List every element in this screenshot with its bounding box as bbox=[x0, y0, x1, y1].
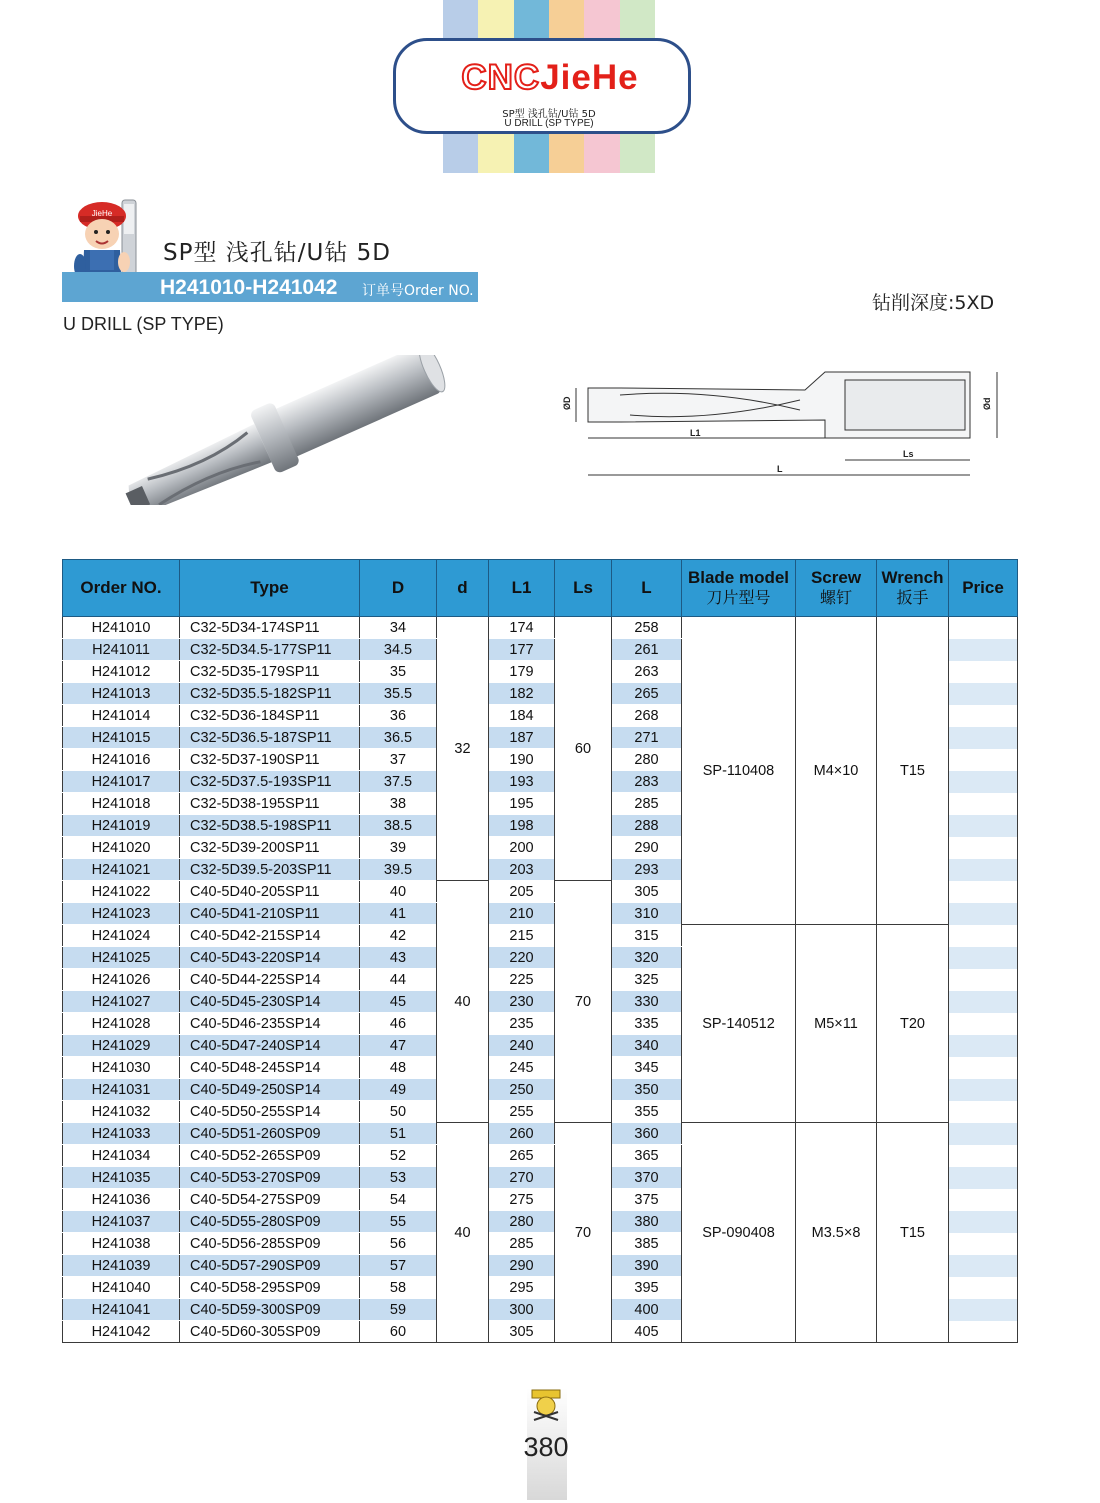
cell-D: 55 bbox=[360, 1211, 437, 1233]
cell-order-no: H241016 bbox=[63, 749, 180, 771]
cell-order-no: H241033 bbox=[63, 1123, 180, 1145]
header-screw bbox=[796, 560, 877, 617]
cell-L1: 190 bbox=[489, 749, 555, 771]
header-screw-en: Screw bbox=[810, 568, 862, 587]
label-L1: L1 bbox=[690, 428, 701, 438]
cell-L: 271 bbox=[612, 727, 682, 749]
header-blade bbox=[682, 560, 796, 617]
cell-order-no: H241028 bbox=[63, 1013, 180, 1035]
cell-L: 385 bbox=[612, 1233, 682, 1255]
cell-order-no: H241027 bbox=[63, 991, 180, 1013]
cell-order-no: H241021 bbox=[63, 859, 180, 881]
cell-L: 405 bbox=[612, 1321, 682, 1343]
cell-order-no: H241025 bbox=[63, 947, 180, 969]
cell-L: 320 bbox=[612, 947, 682, 969]
cell-type: C40-5D43-220SP14 bbox=[180, 947, 360, 969]
cell-price bbox=[949, 1299, 1018, 1321]
cell-order-no: H241035 bbox=[63, 1167, 180, 1189]
cell-wrench: T15 bbox=[877, 1123, 949, 1343]
cell-price bbox=[949, 727, 1018, 749]
cell-type: C40-5D58-295SP09 bbox=[180, 1277, 360, 1299]
cell-type: C32-5D36-184SP11 bbox=[180, 705, 360, 727]
cell-order-no: H241018 bbox=[63, 793, 180, 815]
cell-D: 46 bbox=[360, 1013, 437, 1035]
cell-order-no: H241015 bbox=[63, 727, 180, 749]
cell-L: 345 bbox=[612, 1057, 682, 1079]
cell-type: C32-5D34.5-177SP11 bbox=[180, 639, 360, 661]
cell-d: 40 bbox=[437, 1123, 489, 1343]
cell-L1: 245 bbox=[489, 1057, 555, 1079]
cell-price bbox=[949, 991, 1018, 1013]
cell-type: C40-5D49-250SP14 bbox=[180, 1079, 360, 1101]
cell-order-no: H241026 bbox=[63, 969, 180, 991]
cell-price bbox=[949, 1167, 1018, 1189]
cell-L1: 290 bbox=[489, 1255, 555, 1277]
label-d: Ød bbox=[982, 397, 992, 410]
cell-d: 40 bbox=[437, 881, 489, 1123]
cell-L1: 225 bbox=[489, 969, 555, 991]
cell-type: C32-5D37-190SP11 bbox=[180, 749, 360, 771]
drill-photo bbox=[100, 355, 480, 505]
header-blade-en: Blade model bbox=[687, 568, 790, 587]
cell-type: C40-5D53-270SP09 bbox=[180, 1167, 360, 1189]
cell-price bbox=[949, 793, 1018, 815]
cell-D: 57 bbox=[360, 1255, 437, 1277]
cell-L1: 198 bbox=[489, 815, 555, 837]
cell-L1: 265 bbox=[489, 1145, 555, 1167]
cell-order-no: H241038 bbox=[63, 1233, 180, 1255]
cell-D: 35 bbox=[360, 661, 437, 683]
brand-part1: CNC bbox=[461, 58, 541, 97]
cell-L1: 205 bbox=[489, 881, 555, 903]
cell-L1: 300 bbox=[489, 1299, 555, 1321]
cell-L: 315 bbox=[612, 925, 682, 947]
cell-L1: 184 bbox=[489, 705, 555, 727]
cell-price bbox=[949, 617, 1018, 639]
cell-type: C40-5D46-235SP14 bbox=[180, 1013, 360, 1035]
cell-L1: 295 bbox=[489, 1277, 555, 1299]
cell-order-no: H241011 bbox=[63, 639, 180, 661]
cell-screw: M5×11 bbox=[796, 925, 877, 1123]
cell-d: 32 bbox=[437, 617, 489, 881]
cell-price bbox=[949, 859, 1018, 881]
cell-L: 290 bbox=[612, 837, 682, 859]
header-order-no: Order NO. bbox=[63, 560, 180, 617]
cell-price bbox=[949, 1013, 1018, 1035]
cell-L: 365 bbox=[612, 1145, 682, 1167]
cell-L1: 275 bbox=[489, 1189, 555, 1211]
label-Ls: Ls bbox=[903, 449, 914, 459]
cell-type: C40-5D47-240SP14 bbox=[180, 1035, 360, 1057]
cell-blade: SP-140512 bbox=[682, 925, 796, 1123]
cell-L1: 187 bbox=[489, 727, 555, 749]
cell-L: 268 bbox=[612, 705, 682, 727]
cell-D: 35.5 bbox=[360, 683, 437, 705]
cell-price bbox=[949, 771, 1018, 793]
cell-L: 340 bbox=[612, 1035, 682, 1057]
cell-D: 48 bbox=[360, 1057, 437, 1079]
table-row bbox=[63, 1123, 1018, 1145]
cell-L1: 182 bbox=[489, 683, 555, 705]
footer-mascot-icon bbox=[528, 1388, 564, 1424]
cell-D: 40 bbox=[360, 881, 437, 903]
cell-L1: 210 bbox=[489, 903, 555, 925]
cell-L1: 270 bbox=[489, 1167, 555, 1189]
header-screw-cn: 螺钉 bbox=[819, 588, 852, 607]
header-blade-cn: 刀片型号 bbox=[706, 588, 771, 607]
cell-price bbox=[949, 1233, 1018, 1255]
cell-type: C40-5D60-305SP09 bbox=[180, 1321, 360, 1343]
cell-L: 310 bbox=[612, 903, 682, 925]
cell-L1: 193 bbox=[489, 771, 555, 793]
cell-type: C40-5D54-275SP09 bbox=[180, 1189, 360, 1211]
cell-L: 258 bbox=[612, 617, 682, 639]
order-code-range: H241010-H241042 bbox=[160, 276, 338, 299]
product-title-cn: SP型 浅孔钻/U钻 5D bbox=[163, 240, 392, 266]
cell-D: 39.5 bbox=[360, 859, 437, 881]
header-type: Type bbox=[180, 560, 360, 617]
cell-order-no: H241023 bbox=[63, 903, 180, 925]
cell-price bbox=[949, 683, 1018, 705]
cell-D: 41 bbox=[360, 903, 437, 925]
cell-wrench: T15 bbox=[877, 617, 949, 925]
cell-L1: 230 bbox=[489, 991, 555, 1013]
cell-price bbox=[949, 1277, 1018, 1299]
cell-D: 43 bbox=[360, 947, 437, 969]
cell-price bbox=[949, 749, 1018, 771]
cell-D: 60 bbox=[360, 1321, 437, 1343]
header-L: L bbox=[612, 560, 682, 617]
cell-wrench: T20 bbox=[877, 925, 949, 1123]
cell-price bbox=[949, 661, 1018, 683]
cell-price bbox=[949, 1123, 1018, 1145]
cell-L: 330 bbox=[612, 991, 682, 1013]
cell-D: 49 bbox=[360, 1079, 437, 1101]
cell-price bbox=[949, 903, 1018, 925]
cell-type: C32-5D36.5-187SP11 bbox=[180, 727, 360, 749]
cell-price bbox=[949, 1057, 1018, 1079]
cell-D: 37 bbox=[360, 749, 437, 771]
cell-D: 34.5 bbox=[360, 639, 437, 661]
header-D: D bbox=[360, 560, 437, 617]
product-subtitle: U DRILL (SP TYPE) bbox=[63, 314, 224, 334]
cell-type: C32-5D35-179SP11 bbox=[180, 661, 360, 683]
cell-D: 59 bbox=[360, 1299, 437, 1321]
cell-D: 47 bbox=[360, 1035, 437, 1057]
logo-subtitle-cn: SP型 浅孔钻/U钻 5D bbox=[502, 109, 596, 120]
cell-type: C40-5D52-265SP09 bbox=[180, 1145, 360, 1167]
cell-L: 355 bbox=[612, 1101, 682, 1123]
cell-type: C32-5D39.5-203SP11 bbox=[180, 859, 360, 881]
cell-L1: 250 bbox=[489, 1079, 555, 1101]
cell-D: 53 bbox=[360, 1167, 437, 1189]
dimension-diagram bbox=[560, 360, 1010, 490]
cell-order-no: H241034 bbox=[63, 1145, 180, 1167]
cell-D: 39 bbox=[360, 837, 437, 859]
cell-price bbox=[949, 1079, 1018, 1101]
cell-L: 293 bbox=[612, 859, 682, 881]
mascot-cap-text: JieHe bbox=[91, 209, 113, 218]
cell-L: 261 bbox=[612, 639, 682, 661]
header-d: d bbox=[437, 560, 489, 617]
cell-D: 38.5 bbox=[360, 815, 437, 837]
cell-D: 50 bbox=[360, 1101, 437, 1123]
header-wrench bbox=[877, 560, 949, 617]
cell-L1: 260 bbox=[489, 1123, 555, 1145]
cell-order-no: H241031 bbox=[63, 1079, 180, 1101]
cell-D: 34 bbox=[360, 617, 437, 639]
drilling-depth-label: 钻削深度:5XD bbox=[872, 292, 995, 314]
cell-order-no: H241039 bbox=[63, 1255, 180, 1277]
cell-type: C40-5D41-210SP11 bbox=[180, 903, 360, 925]
cell-order-no: H241042 bbox=[63, 1321, 180, 1343]
cell-L: 280 bbox=[612, 749, 682, 771]
cell-order-no: H241010 bbox=[63, 617, 180, 639]
header-wrench-en: Wrench bbox=[881, 568, 944, 587]
cell-order-no: H241041 bbox=[63, 1299, 180, 1321]
cell-price bbox=[949, 1211, 1018, 1233]
cell-type: C32-5D39-200SP11 bbox=[180, 837, 360, 859]
cell-screw: M3.5×8 bbox=[796, 1123, 877, 1343]
cell-price bbox=[949, 1321, 1018, 1343]
cell-order-no: H241029 bbox=[63, 1035, 180, 1057]
cell-order-no: H241024 bbox=[63, 925, 180, 947]
cell-price bbox=[949, 815, 1018, 837]
order-number-label: 订单号Order NO. bbox=[362, 283, 474, 299]
cell-order-no: H241012 bbox=[63, 661, 180, 683]
cell-D: 54 bbox=[360, 1189, 437, 1211]
cell-L: 380 bbox=[612, 1211, 682, 1233]
cell-order-no: H241019 bbox=[63, 815, 180, 837]
cell-type: C40-5D55-280SP09 bbox=[180, 1211, 360, 1233]
cell-type: C40-5D56-285SP09 bbox=[180, 1233, 360, 1255]
cell-L1: 177 bbox=[489, 639, 555, 661]
cell-L: 288 bbox=[612, 815, 682, 837]
cell-type: C32-5D37.5-193SP11 bbox=[180, 771, 360, 793]
cell-L1: 195 bbox=[489, 793, 555, 815]
cell-type: C40-5D50-255SP14 bbox=[180, 1101, 360, 1123]
brand-logo bbox=[440, 58, 660, 98]
table-row bbox=[63, 617, 1018, 639]
cell-L1: 215 bbox=[489, 925, 555, 947]
cell-order-no: H241030 bbox=[63, 1057, 180, 1079]
cell-type: C32-5D38.5-198SP11 bbox=[180, 815, 360, 837]
cell-L: 335 bbox=[612, 1013, 682, 1035]
cell-price bbox=[949, 639, 1018, 661]
cell-type: C40-5D51-260SP09 bbox=[180, 1123, 360, 1145]
cell-L1: 200 bbox=[489, 837, 555, 859]
table-header-row bbox=[63, 560, 1018, 617]
cell-order-no: H241040 bbox=[63, 1277, 180, 1299]
cell-order-no: H241014 bbox=[63, 705, 180, 727]
cell-price bbox=[949, 1255, 1018, 1277]
cell-L: 285 bbox=[612, 793, 682, 815]
cell-L1: 174 bbox=[489, 617, 555, 639]
cell-order-no: H241013 bbox=[63, 683, 180, 705]
cell-order-no: H241020 bbox=[63, 837, 180, 859]
cell-L1: 203 bbox=[489, 859, 555, 881]
table-body bbox=[63, 617, 1018, 1343]
label-D: ØD bbox=[562, 396, 572, 410]
cell-L: 390 bbox=[612, 1255, 682, 1277]
cell-price bbox=[949, 1145, 1018, 1167]
cell-order-no: H241022 bbox=[63, 881, 180, 903]
page-number: 380 bbox=[523, 1432, 569, 1462]
cell-L1: 179 bbox=[489, 661, 555, 683]
cell-L1: 235 bbox=[489, 1013, 555, 1035]
cell-order-no: H241037 bbox=[63, 1211, 180, 1233]
cell-L: 370 bbox=[612, 1167, 682, 1189]
cell-L: 350 bbox=[612, 1079, 682, 1101]
cell-L1: 305 bbox=[489, 1321, 555, 1343]
header-wrench-cn: 扳手 bbox=[896, 588, 929, 607]
cell-L: 325 bbox=[612, 969, 682, 991]
cell-type: C40-5D48-245SP14 bbox=[180, 1057, 360, 1079]
cell-D: 42 bbox=[360, 925, 437, 947]
cell-L1: 280 bbox=[489, 1211, 555, 1233]
header-L1: L1 bbox=[489, 560, 555, 617]
cell-type: C40-5D40-205SP11 bbox=[180, 881, 360, 903]
cell-D: 36.5 bbox=[360, 727, 437, 749]
spec-table bbox=[62, 559, 1018, 1343]
cell-price bbox=[949, 947, 1018, 969]
cell-D: 44 bbox=[360, 969, 437, 991]
cell-type: C32-5D38-195SP11 bbox=[180, 793, 360, 815]
cell-type: C40-5D42-215SP14 bbox=[180, 925, 360, 947]
cell-type: C40-5D59-300SP09 bbox=[180, 1299, 360, 1321]
cell-L1: 285 bbox=[489, 1233, 555, 1255]
cell-L: 283 bbox=[612, 771, 682, 793]
cell-price bbox=[949, 925, 1018, 947]
cell-price bbox=[949, 705, 1018, 727]
cell-type: C40-5D44-225SP14 bbox=[180, 969, 360, 991]
cell-D: 37.5 bbox=[360, 771, 437, 793]
cell-D: 45 bbox=[360, 991, 437, 1013]
header-price: Price bbox=[949, 560, 1018, 617]
cell-price bbox=[949, 837, 1018, 859]
cell-price bbox=[949, 969, 1018, 991]
cell-price bbox=[949, 1189, 1018, 1211]
cell-order-no: H241036 bbox=[63, 1189, 180, 1211]
cell-screw: M4×10 bbox=[796, 617, 877, 925]
cell-price bbox=[949, 1101, 1018, 1123]
cell-L: 305 bbox=[612, 881, 682, 903]
cell-type: C32-5D35.5-182SP11 bbox=[180, 683, 360, 705]
logo-subtitle-en: U DRILL (SP TYPE) bbox=[504, 118, 594, 129]
cell-L: 265 bbox=[612, 683, 682, 705]
cell-L: 400 bbox=[612, 1299, 682, 1321]
cell-L1: 240 bbox=[489, 1035, 555, 1057]
cell-D: 58 bbox=[360, 1277, 437, 1299]
cell-L: 263 bbox=[612, 661, 682, 683]
label-L: L bbox=[777, 464, 783, 474]
cell-L1: 220 bbox=[489, 947, 555, 969]
cell-type: C32-5D34-174SP11 bbox=[180, 617, 360, 639]
cell-L1: 255 bbox=[489, 1101, 555, 1123]
cell-D: 52 bbox=[360, 1145, 437, 1167]
cell-blade: SP-090408 bbox=[682, 1123, 796, 1343]
cell-D: 56 bbox=[360, 1233, 437, 1255]
cell-L: 360 bbox=[612, 1123, 682, 1145]
cell-price bbox=[949, 881, 1018, 903]
cell-price bbox=[949, 1035, 1018, 1057]
cell-type: C40-5D57-290SP09 bbox=[180, 1255, 360, 1277]
table-row bbox=[63, 925, 1018, 947]
cell-Ls: 70 bbox=[555, 881, 612, 1123]
cell-L: 395 bbox=[612, 1277, 682, 1299]
cell-D: 51 bbox=[360, 1123, 437, 1145]
cell-type: C40-5D45-230SP14 bbox=[180, 991, 360, 1013]
cell-Ls: 60 bbox=[555, 617, 612, 881]
cell-D: 38 bbox=[360, 793, 437, 815]
cell-D: 36 bbox=[360, 705, 437, 727]
cell-order-no: H241032 bbox=[63, 1101, 180, 1123]
brand-part2: JieHe bbox=[540, 58, 639, 97]
cell-Ls: 70 bbox=[555, 1123, 612, 1343]
header-Ls: Ls bbox=[555, 560, 612, 617]
cell-order-no: H241017 bbox=[63, 771, 180, 793]
cell-blade: SP-110408 bbox=[682, 617, 796, 925]
cell-L: 375 bbox=[612, 1189, 682, 1211]
